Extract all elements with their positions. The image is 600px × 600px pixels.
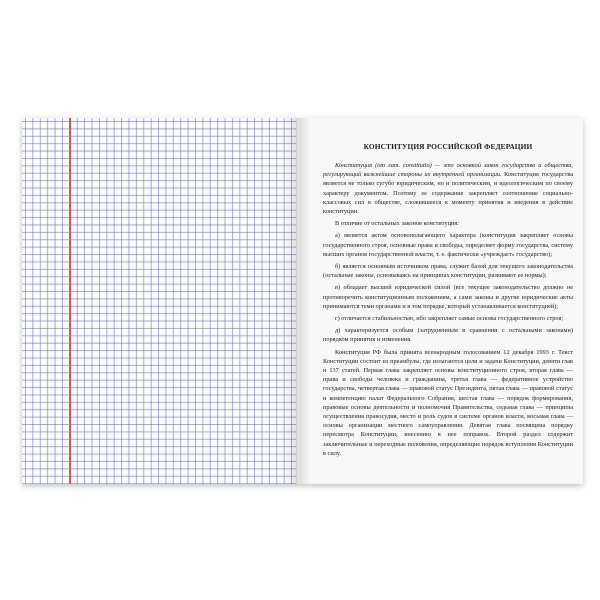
gutter-shadow [283, 118, 297, 484]
intro-rest: Конституция государства является не только сугубо юридическим, но и политическим, и идеологическим по своему характеру документом. Поэтому ее содержание закрепляет соотношение социально-классовых сил в обществе, сложившееся к моменту принятия и введения в действие конституции. [323, 171, 574, 216]
list-item: д) характеризуется особым (затрудненным в сравнении с остальными законами) порядком принятия и изменения. [323, 327, 573, 344]
intro-paragraph [323, 161, 573, 216]
list-item: б) является основным источником права, служит базой для текущего законодательства (остальные законы, основываясь на принципах конституции, развивают ее нормы); [323, 263, 573, 280]
red-margin-line [69, 118, 71, 484]
constitution-text [323, 142, 573, 461]
list-item: г) отличается стабильностью, ибо закрепляет самые основы государственного строя; [335, 315, 564, 323]
history-paragraph: Конституция РФ была принята всенародным голосованием 12 декабря 1993 г. Текст Конституции состоит из преамбулы, где излагаются цели и задачи Конституции, девяти глав и 137 статей. Первая глава закрепляет основы конституционного строя, вторая глава — права и свободы человека и гражданина, третья глава — федеративное устройство государства, четвертая глава — правовой статус Президента, пятая глава — правовой статус и компетенцию палат Федерального Собрания, шестая глава — порядок формирования, правовые основы деятельности и полномочия Правительства, седьмая глава — принципы осуществления правосудия, место и роль судов в системе органов власти, восьмая глава — основы организации местного самоуправления. Девятая глава посвящена порядку пересмотра Конституции, внесению в нее поправок. Второй раздел содержит заключительные и переходные положения, определяющие порядок вступления Конституции в силу. [323, 348, 573, 457]
intro-definition: (от лат. constitutio) — это основной закон государства и общества, регулирующий важнейшие стороны их внутренней организации. [323, 162, 574, 179]
gutter-shadow [299, 118, 311, 484]
lead-in-paragraph: В отличие от остальных законов конституция: [335, 220, 459, 228]
notebook-spread [22, 118, 583, 484]
intro-term: Конституция [335, 162, 373, 169]
list-item: а) является актом основополагающего характера (конституция закрепляет основы государственного строя, основные права и свободы, определяет форму государства, систему высших органов государственной власти, т. е. фактически «учреждает» государство); [323, 232, 573, 258]
page-title: КОНСТИТУЦИЯ РОССИЙСКОЙ ФЕДЕРАЦИИ [363, 142, 533, 151]
list-item: в) обладает высшей юридической силой (все текущее законодательство должно не противоречить конституционным положениям, а сами законы и другие юридические акты принимаются теми органами и в том порядке, который устанавливается конституцией); [323, 284, 573, 310]
grid-page [22, 118, 297, 484]
text-page [299, 118, 583, 484]
